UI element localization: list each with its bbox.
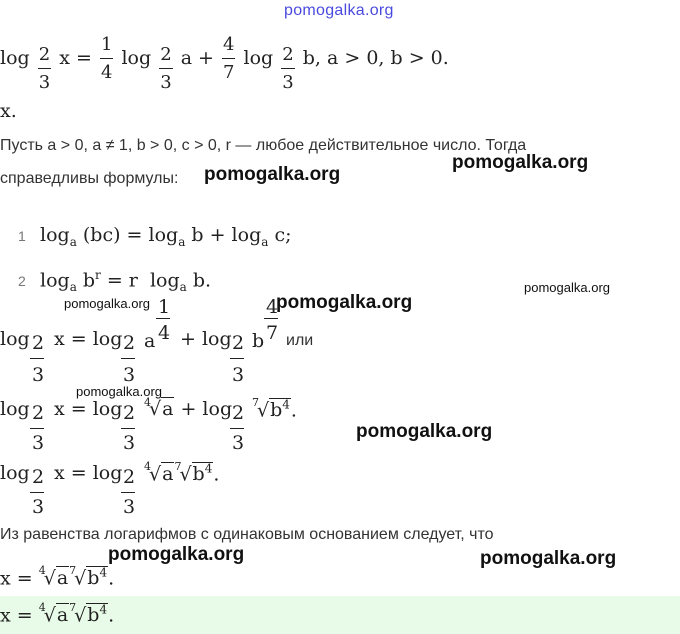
- answer-line: $x = ^4√a^7√b^4$.: [0, 601, 115, 627]
- equation-line-1: log $\frac{2}{3}$ x = $\frac{1}{4}$ log $\frac{2}{3}$ a + $\frac{4}{7}$ log $\frac{2}{3}$ b, a > 0, b > 0.: [0, 34, 449, 93]
- watermark: pomogalka.org: [276, 292, 413, 313]
- formula-number-1: 1: [18, 228, 26, 244]
- watermark: pomogalka.org: [356, 421, 493, 442]
- paragraph-1: Пусть a > 0, a ≠ 1, b > 0, c > 0, r — любое действительное число. Тогда: [0, 137, 527, 154]
- watermark: pomogalka.org: [480, 548, 617, 569]
- watermark: pomogalka.org: [76, 384, 162, 399]
- formula-2: $\log_a b^r = r$ $\log_a b$.: [40, 268, 212, 295]
- paragraph-2: справедливы формулы:: [0, 170, 179, 187]
- result-line: $x = ^4√a^7√b^4$.: [0, 564, 115, 590]
- formula-number-2: 2: [18, 273, 26, 289]
- watermark: pomogalka.org: [108, 544, 245, 565]
- paragraph-3: Из равенства логарифмов с одинаковым основанием следует, что: [0, 526, 494, 543]
- watermark: pomogalka.org: [64, 296, 150, 311]
- formula-1: $\log_a (bc) = \log_a b + \log_a c$;: [40, 224, 292, 249]
- watermark: pomogalka.org: [452, 152, 589, 173]
- watermark-top: pomogalka.org: [284, 2, 394, 19]
- watermark: pomogalka.org: [204, 164, 341, 185]
- watermark: pomogalka.org: [524, 280, 610, 295]
- x-dot: x.: [0, 100, 17, 122]
